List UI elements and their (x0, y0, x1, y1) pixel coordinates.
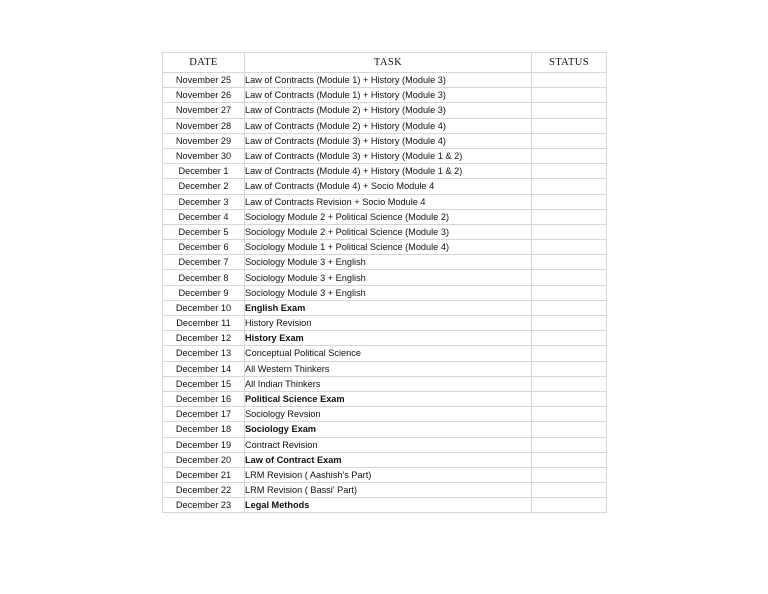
table-row[interactable] (163, 452, 607, 467)
task-cell[interactable]: Conceptual Political Science (245, 346, 532, 361)
header-row (163, 53, 607, 73)
table-row[interactable] (163, 133, 607, 148)
task-cell[interactable]: Contract Revision (245, 437, 532, 452)
status-cell[interactable] (532, 179, 607, 194)
date-cell[interactable]: December 18 (163, 422, 245, 437)
task-cell[interactable]: LRM Revision ( Aashish's Part) (245, 467, 532, 482)
task-cell[interactable]: History Exam (245, 331, 532, 346)
table-row[interactable] (163, 209, 607, 224)
date-cell[interactable]: December 9 (163, 285, 245, 300)
task-cell[interactable]: Law of Contracts (Module 1) + History (Module 3) (245, 88, 532, 103)
table-row[interactable] (163, 391, 607, 406)
table-header (163, 53, 607, 73)
table-row[interactable] (163, 467, 607, 482)
date-cell[interactable]: December 4 (163, 209, 245, 224)
status-cell[interactable] (532, 437, 607, 452)
date-cell[interactable]: December 5 (163, 224, 245, 239)
date-cell[interactable]: November 28 (163, 118, 245, 133)
task-cell[interactable]: Sociology Revsion (245, 407, 532, 422)
status-cell[interactable] (532, 452, 607, 467)
table-row[interactable] (163, 331, 607, 346)
status-cell[interactable] (532, 240, 607, 255)
table-row[interactable] (163, 483, 607, 498)
status-cell[interactable] (532, 316, 607, 331)
task-cell[interactable]: Sociology Module 3 + English (245, 255, 532, 270)
table-row[interactable] (163, 270, 607, 285)
date-cell[interactable]: December 21 (163, 467, 245, 482)
task-cell[interactable]: Sociology Module 3 + English (245, 270, 532, 285)
date-cell[interactable]: December 23 (163, 498, 245, 513)
task-cell[interactable]: Law of Contracts (Module 4) + History (Module 1 & 2) (245, 164, 532, 179)
table-row[interactable] (163, 376, 607, 391)
table-row[interactable] (163, 73, 607, 88)
date-cell[interactable]: December 13 (163, 346, 245, 361)
task-cell[interactable]: Sociology Module 3 + English (245, 285, 532, 300)
date-cell[interactable]: December 12 (163, 331, 245, 346)
date-cell[interactable]: December 16 (163, 391, 245, 406)
task-cell[interactable]: All Western Thinkers (245, 361, 532, 376)
task-cell[interactable]: Law of Contracts Revision + Socio Module 4 (245, 194, 532, 209)
table-row[interactable] (163, 498, 607, 513)
task-cell[interactable]: Law of Contracts (Module 3) + History (Module 4) (245, 133, 532, 148)
column-header-date: DATE (163, 53, 245, 73)
status-cell[interactable] (532, 133, 607, 148)
task-cell[interactable]: Law of Contracts (Module 1) + History (Module 3) (245, 73, 532, 88)
status-cell[interactable] (532, 300, 607, 315)
column-header-status: STATUS (532, 53, 607, 73)
task-cell[interactable]: Law of Contracts (Module 2) + History (Module 4) (245, 118, 532, 133)
table-row[interactable] (163, 316, 607, 331)
status-cell[interactable] (532, 361, 607, 376)
table-body (163, 73, 607, 513)
schedule-table (162, 52, 607, 513)
status-cell[interactable] (532, 194, 607, 209)
date-cell[interactable]: December 17 (163, 407, 245, 422)
table-row[interactable] (163, 194, 607, 209)
status-cell[interactable] (532, 270, 607, 285)
task-cell[interactable]: All Indian Thinkers (245, 376, 532, 391)
table-row[interactable] (163, 88, 607, 103)
status-cell[interactable] (532, 164, 607, 179)
table-row[interactable] (163, 346, 607, 361)
status-cell[interactable] (532, 209, 607, 224)
task-cell[interactable]: Political Science Exam (245, 391, 532, 406)
task-cell[interactable]: Law of Contract Exam (245, 452, 532, 467)
table-row[interactable] (163, 285, 607, 300)
status-cell[interactable] (532, 118, 607, 133)
table-row[interactable] (163, 437, 607, 452)
status-cell[interactable] (532, 255, 607, 270)
date-cell[interactable]: November 30 (163, 148, 245, 163)
status-cell[interactable] (532, 88, 607, 103)
table-row[interactable] (163, 224, 607, 239)
task-cell[interactable]: Law of Contracts (Module 2) + History (Module 3) (245, 103, 532, 118)
date-cell[interactable]: December 1 (163, 164, 245, 179)
date-cell[interactable]: December 14 (163, 361, 245, 376)
date-cell[interactable]: November 25 (163, 73, 245, 88)
table-row[interactable] (163, 240, 607, 255)
task-cell[interactable]: Legal Methods (245, 498, 532, 513)
table-row[interactable] (163, 164, 607, 179)
table-row[interactable] (163, 179, 607, 194)
status-cell[interactable] (532, 73, 607, 88)
date-cell[interactable]: December 2 (163, 179, 245, 194)
task-cell[interactable]: English Exam (245, 300, 532, 315)
status-cell[interactable] (532, 422, 607, 437)
date-cell[interactable]: December 3 (163, 194, 245, 209)
table-row[interactable] (163, 407, 607, 422)
table-row[interactable] (163, 255, 607, 270)
status-cell[interactable] (532, 224, 607, 239)
date-cell[interactable]: November 29 (163, 133, 245, 148)
task-cell[interactable]: Law of Contracts (Module 4) + Socio Module 4 (245, 179, 532, 194)
status-cell[interactable] (532, 103, 607, 118)
status-cell[interactable] (532, 346, 607, 361)
date-cell[interactable]: December 11 (163, 316, 245, 331)
status-cell[interactable] (532, 376, 607, 391)
date-cell[interactable]: December 10 (163, 300, 245, 315)
date-cell[interactable]: December 7 (163, 255, 245, 270)
status-cell[interactable] (532, 483, 607, 498)
status-cell[interactable] (532, 148, 607, 163)
date-cell[interactable]: December 15 (163, 376, 245, 391)
date-cell[interactable]: November 26 (163, 88, 245, 103)
task-cell[interactable]: History Revision (245, 316, 532, 331)
task-cell[interactable]: LRM Revision ( Bassi' Part) (245, 483, 532, 498)
task-cell[interactable]: Sociology Exam (245, 422, 532, 437)
status-cell[interactable] (532, 285, 607, 300)
status-cell[interactable] (532, 391, 607, 406)
table-row[interactable] (163, 422, 607, 437)
table-row[interactable] (163, 118, 607, 133)
date-cell[interactable]: December 20 (163, 452, 245, 467)
status-cell[interactable] (532, 331, 607, 346)
date-cell[interactable]: December 22 (163, 483, 245, 498)
date-cell[interactable]: December 6 (163, 240, 245, 255)
date-cell[interactable]: December 8 (163, 270, 245, 285)
date-cell[interactable]: December 19 (163, 437, 245, 452)
table-row[interactable] (163, 361, 607, 376)
table-row[interactable] (163, 103, 607, 118)
status-cell[interactable] (532, 467, 607, 482)
task-cell[interactable]: Sociology Module 2 + Political Science (Module 3) (245, 224, 532, 239)
date-cell[interactable]: November 27 (163, 103, 245, 118)
status-cell[interactable] (532, 407, 607, 422)
task-cell[interactable]: Sociology Module 1 + Political Science (Module 4) (245, 240, 532, 255)
task-cell[interactable]: Sociology Module 2 + Political Science (Module 2) (245, 209, 532, 224)
status-cell[interactable] (532, 498, 607, 513)
table-row[interactable] (163, 300, 607, 315)
table-row[interactable] (163, 148, 607, 163)
task-cell[interactable]: Law of Contracts (Module 3) + History (Module 1 & 2) (245, 148, 532, 163)
column-header-task: TASK (245, 53, 532, 73)
